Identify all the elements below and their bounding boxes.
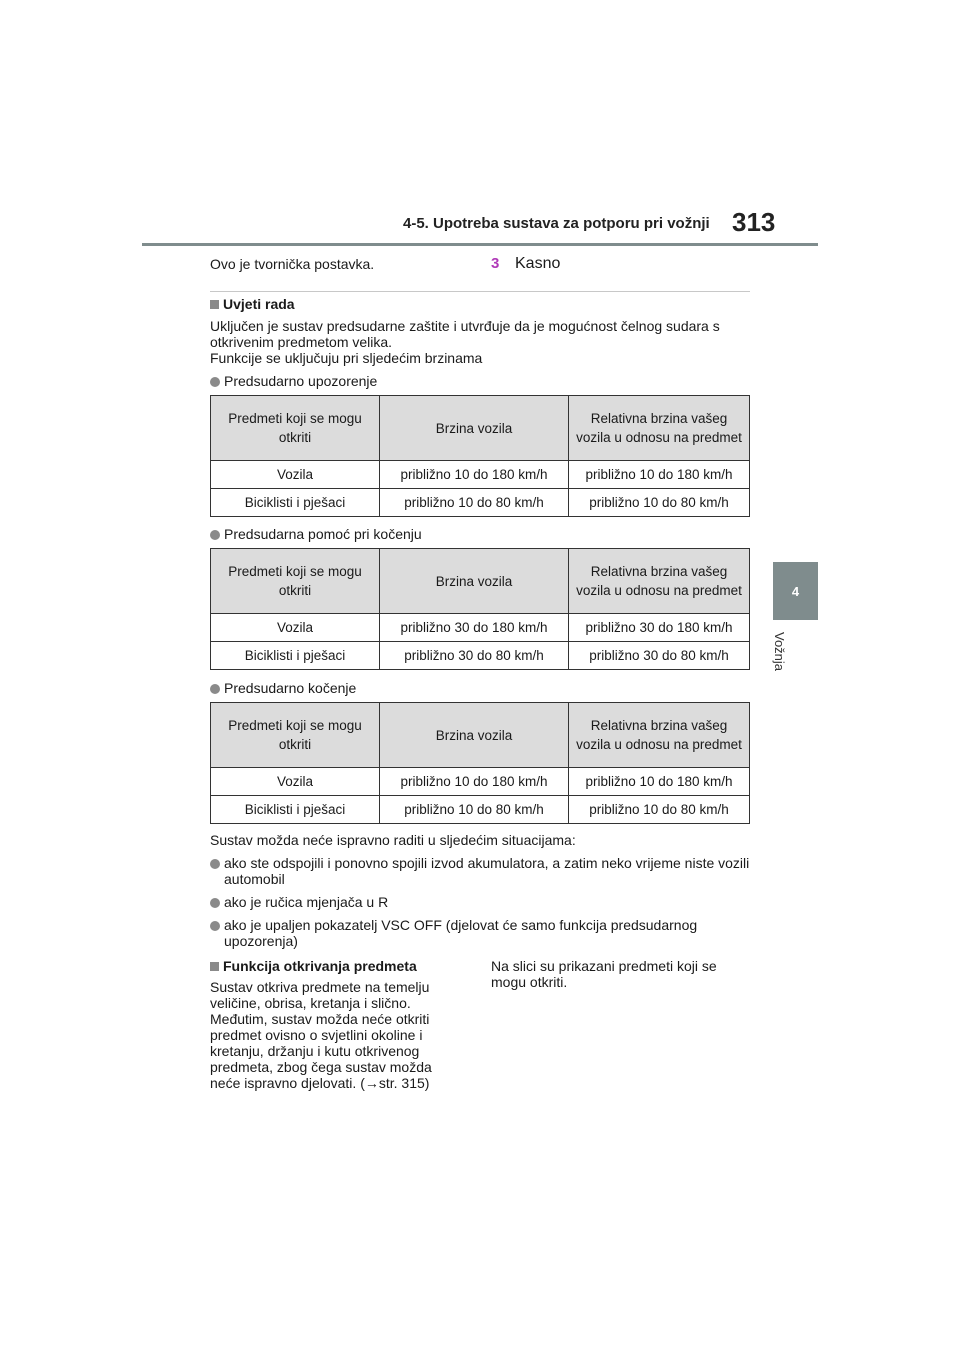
table-cell: približno 30 do 180 km/h — [380, 614, 569, 642]
factory-note: Ovo je tvornička postavka. — [210, 256, 375, 272]
circle-bullet-icon — [210, 530, 220, 540]
table-cell: približno 10 do 180 km/h — [569, 461, 750, 489]
table-header-cell: Brzina vozila — [380, 396, 569, 461]
table-title — [210, 373, 377, 389]
chapter-label — [772, 632, 811, 712]
table-cell: približno 10 do 180 km/h — [380, 768, 569, 796]
section-title: 4-5. Upotreba sustava za potporu pri vožnji — [403, 215, 710, 232]
table-cell: Biciklisti i pješaci — [211, 489, 380, 517]
table-header-cell: Relativna brzina vašeg vozila u odnosu na predmet — [569, 703, 750, 768]
page-number: 313 — [732, 207, 776, 237]
table-row — [211, 642, 750, 670]
table-header-cell: Relativna brzina vašeg vozila u odnosu na predmet — [569, 396, 750, 461]
detection-body: Sustav otkriva predmete na temelju veličine, obrisa, kretanja i slično. Međutim, sustav možda neće otkriti predmet ovisno o svjetlini okoline i kretanju, držanju i kutu otkrivenog predmeta, zbog čega sustav možda neće ispravno djelovati. (→str. 315) — [210, 979, 432, 1091]
list-item-text: ako je ručica mjenjača u R — [224, 894, 389, 910]
conditions-intro-line: otkrivenim predmetom velika. — [210, 334, 393, 350]
step-number: 3 — [491, 255, 500, 272]
list-item — [210, 917, 750, 949]
table-row — [211, 768, 750, 796]
table-title-text: Predsudarno kočenje — [224, 680, 357, 696]
list-item-text: ako je upaljen pokazatelj VSC OFF (djelovat će samo funkcija predsudarnog upozorenja) — [224, 917, 698, 949]
table-cell: približno 30 do 80 km/h — [380, 642, 569, 670]
detection-heading-text: Funkcija otkrivanja predmeta — [223, 958, 417, 974]
conditions-intro — [210, 318, 750, 366]
table-cell: Biciklisti i pješaci — [211, 796, 380, 824]
table-cell: Vozila — [211, 768, 380, 796]
table-header-row — [211, 703, 750, 768]
conditions-intro-line: Funkcije se uključuju pri sljedećim brzinama — [210, 350, 483, 366]
table-title — [210, 680, 356, 696]
divider — [210, 291, 750, 292]
table-cell: približno 10 do 80 km/h — [569, 489, 750, 517]
table-title-text: Predsudarna pomoć pri kočenju — [224, 526, 422, 542]
chapter-tab — [773, 562, 818, 620]
table-row — [211, 796, 750, 824]
conditions-heading — [210, 296, 295, 312]
table-cell: približno 10 do 180 km/h — [380, 461, 569, 489]
table-header-cell: Predmeti koji se mogu otkriti — [211, 703, 380, 768]
circle-bullet-icon — [210, 898, 220, 908]
speed-table-warning — [210, 395, 750, 517]
header-divider — [142, 243, 818, 246]
table-header-cell: Relativna brzina vašeg vozila u odnosu na predmet — [569, 549, 750, 614]
step-label: Kasno — [515, 255, 561, 272]
table-cell: približno 10 do 180 km/h — [569, 768, 750, 796]
detection-heading — [210, 958, 417, 974]
speed-table-braking — [210, 702, 750, 824]
square-bullet-icon — [210, 300, 219, 309]
circle-bullet-icon — [210, 377, 220, 387]
table-title — [210, 526, 422, 542]
circle-bullet-icon — [210, 859, 220, 869]
table-header-row — [211, 396, 750, 461]
table-header-cell: Brzina vozila — [380, 703, 569, 768]
list-item — [210, 855, 750, 887]
conditions-intro-line: Uključen je sustav predsudarne zaštite i utvrđuje da je mogućnost čelnog sudara s — [210, 318, 720, 334]
chapter-number: 4 — [791, 583, 800, 599]
chapter-label-text: Vožnja — [772, 632, 787, 672]
table-header-cell: Predmeti koji se mogu otkriti — [211, 396, 380, 461]
table-header-cell: Brzina vozila — [380, 549, 569, 614]
table-cell: približno 30 do 80 km/h — [569, 642, 750, 670]
table-row — [211, 461, 750, 489]
table-cell: Vozila — [211, 461, 380, 489]
square-bullet-icon — [210, 962, 219, 971]
list-item — [210, 894, 750, 910]
list-item-text: ako ste odspojili i ponovno spojili izvod akumulatora, a zatim neko vrijeme niste vozili automobil — [224, 855, 750, 887]
table-cell: približno 30 do 180 km/h — [569, 614, 750, 642]
circle-bullet-icon — [210, 684, 220, 694]
table-cell: približno 10 do 80 km/h — [569, 796, 750, 824]
table-cell: približno 10 do 80 km/h — [380, 796, 569, 824]
table-header-cell: Predmeti koji se mogu otkriti — [211, 549, 380, 614]
table-cell: približno 10 do 80 km/h — [380, 489, 569, 517]
conditions-heading-text: Uvjeti rada — [223, 296, 295, 312]
speed-table-brake-assist — [210, 548, 750, 670]
table-cell: Vozila — [211, 614, 380, 642]
table-row — [211, 614, 750, 642]
table-cell: Biciklisti i pješaci — [211, 642, 380, 670]
table-title-text: Predsudarno upozorenje — [224, 373, 378, 389]
circle-bullet-icon — [210, 921, 220, 931]
table-row — [211, 489, 750, 517]
table-header-row — [211, 549, 750, 614]
situations-intro: Sustav možda neće ispravno raditi u sljedećim situacijama: — [210, 832, 576, 848]
figure-caption: Na slici su prikazani predmeti koji se mogu otkriti. — [491, 958, 717, 990]
